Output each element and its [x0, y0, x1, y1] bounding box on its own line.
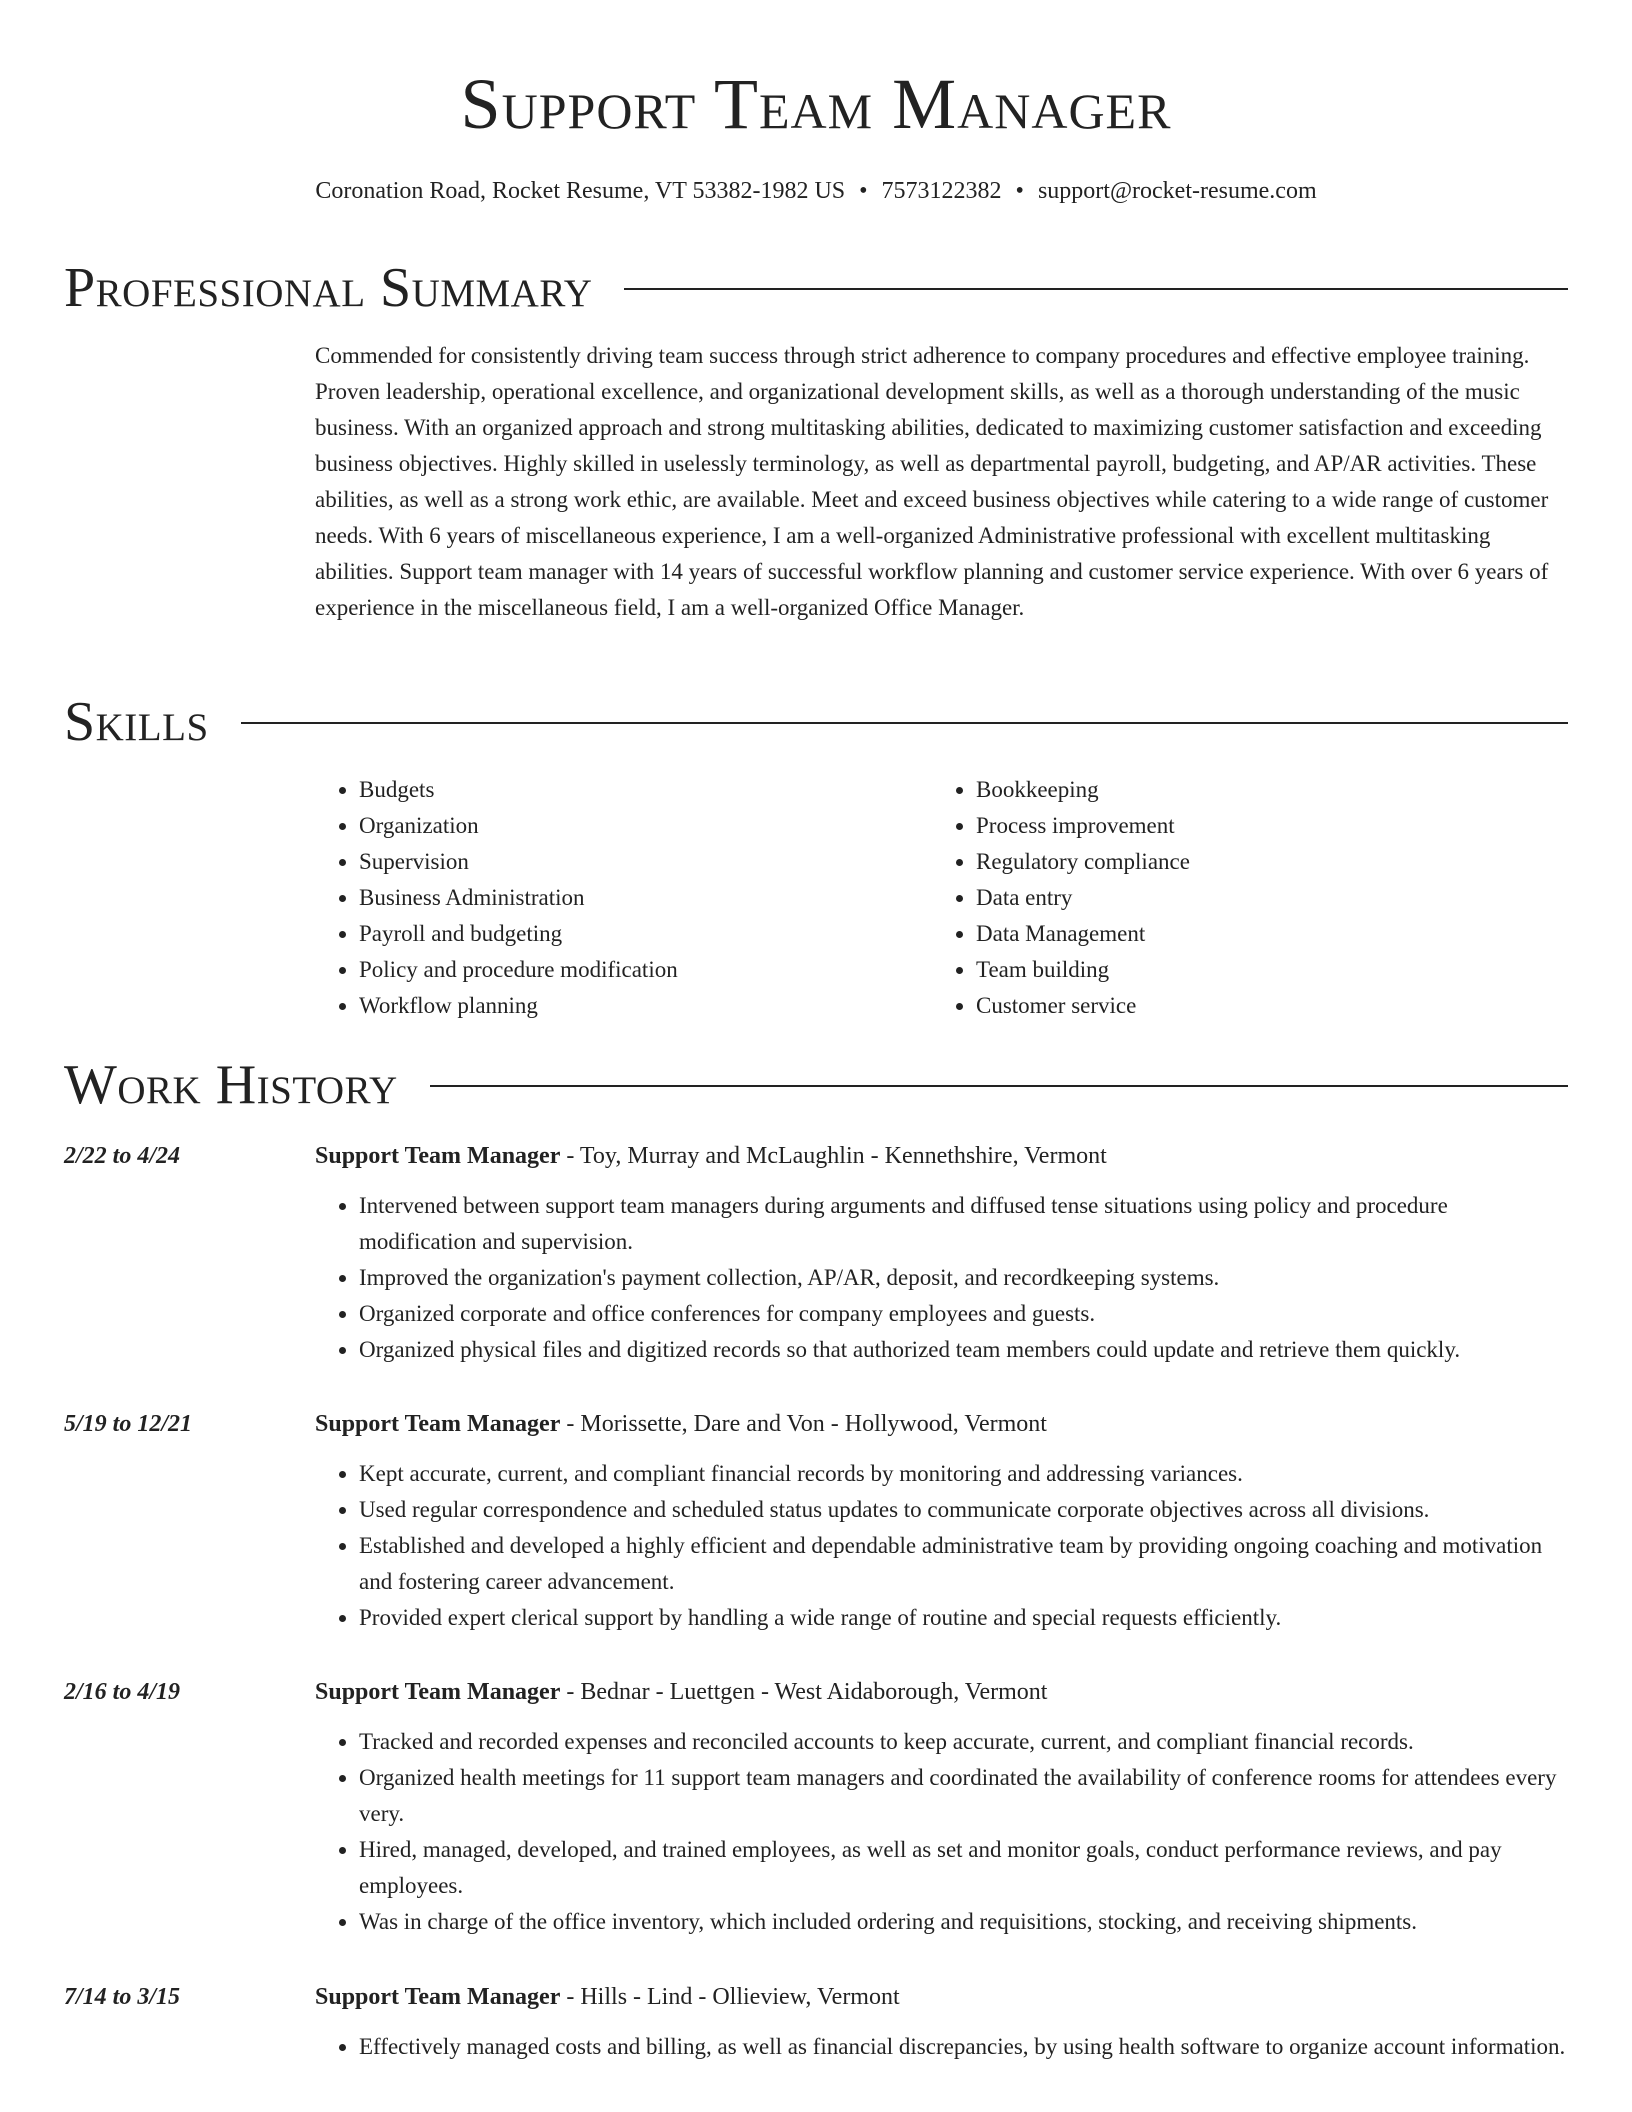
skill-item: • Budgets — [359, 772, 932, 808]
skill-item: • Team building — [976, 952, 1549, 988]
contact-phone: 7573122382 — [881, 178, 1002, 204]
skill-item: • Customer service — [976, 988, 1549, 1024]
skill-item: • Process improvement — [976, 808, 1549, 844]
job-bullet: • Organized health meetings for 11 support team managers and coordinated the availability of conference rooms for attendees every very. — [359, 1760, 1568, 1832]
contact-separator: • — [1015, 178, 1024, 204]
job-bullet: • Organized corporate and office conferences for company employees and guests. — [359, 1296, 1568, 1332]
candidate-name: Support Team Manager — [460, 64, 1172, 144]
work-section-title: Work History — [64, 1054, 398, 1116]
job-bullet: • Improved the organization's payment collection, AP/AR, deposit, and recordkeeping systems. — [359, 1260, 1568, 1296]
job-details: - Toy, Murray and McLaughlin - Kennethshire, Vermont — [560, 1143, 1107, 1169]
job-bullet: • Intervened between support team managers during arguments and diffused tense situations using policy and procedure modification and supervision. — [359, 1188, 1568, 1260]
skill-item: • Business Administration — [359, 880, 932, 916]
skill-item: • Workflow planning — [359, 988, 932, 1024]
skills-column-left — [315, 772, 932, 1024]
job-bullet: • Established and developed a highly efficient and dependable administrative team by providing ongoing coaching and motivation and fostering career advancement. — [359, 1528, 1568, 1600]
job-bullet: • Provided expert clerical support by handling a wide range of routine and special requests efficiently. — [359, 1600, 1568, 1636]
skills-list — [315, 772, 1568, 1024]
skill-item: • Regulatory compliance — [976, 844, 1549, 880]
job-responsibilities — [315, 1724, 1568, 1940]
skill-item: • Organization — [359, 808, 932, 844]
job-bullet: • Organized physical files and digitized records so that authorized team members could update and retrieve them quickly. — [359, 1332, 1568, 1368]
job-responsibilities — [315, 2029, 1568, 2065]
skills-column-right — [932, 772, 1549, 1024]
job-bullet: • Used regular correspondence and scheduled status updates to communicate corporate objectives across all divisions. — [359, 1492, 1568, 1528]
job-heading — [315, 1138, 1107, 1174]
job-heading — [315, 1674, 1047, 1710]
skill-item: • Policy and procedure modification — [359, 952, 932, 988]
job-details: - Bednar - Luettgen - West Aidaborough, Vermont — [560, 1679, 1048, 1705]
job-details: - Hills - Lind - Ollieview, Vermont — [560, 1984, 900, 2010]
skill-item: • Data entry — [976, 880, 1549, 916]
job-title: Support Team Manager — [315, 1411, 561, 1437]
contact-line — [0, 176, 1632, 206]
skill-item: • Supervision — [359, 844, 932, 880]
job-dates: 7/14 to 3/15 — [64, 1984, 181, 2010]
summary-section-header — [64, 258, 1568, 318]
work-section-header — [64, 1055, 1568, 1115]
summary-text: Commended for consistently driving team success through strict adherence to company procedures and effective employee training. Proven leadership, operational excellence, and organizational development skills, as well as a thorough understanding of the music business. With an organized approach and strong multitasking abilities, dedicated to maximizing customer satisfaction and exceeding business objectives. Highly skilled in uselessly terminology, as well as departmental payroll, budgeting, and AP/AR activities. These abilities, as well as a strong work ethic, are available. Meet and exceed business objectives while catering to a wide range of customer needs. With 6 years of miscellaneous experience, I am a well-organized Administrative professional with excellent multitasking abilities. Support team manager with 14 years of successful workflow planning and customer service experience. With over 6 years of experience in the miscellaneous field, I am a well-organized Office Manager. — [315, 343, 1549, 620]
job-dates: 2/16 to 4/19 — [64, 1679, 181, 1705]
contact-email: support@rocket-resume.com — [1037, 178, 1317, 204]
job-bullet: • Kept accurate, current, and compliant financial records by monitoring and addressing variances. — [359, 1456, 1568, 1492]
job-bullet: • Hired, managed, developed, and trained employees, as well as set and monitor goals, conduct performance reviews, and pay employees. — [359, 1832, 1568, 1904]
skills-section-header — [64, 692, 1568, 752]
job-bullet: • Tracked and recorded expenses and reconciled accounts to keep accurate, current, and compliant financial records. — [359, 1724, 1568, 1760]
summary-section-title: Professional Summary — [64, 257, 593, 319]
section-divider — [624, 288, 1568, 290]
section-divider — [241, 722, 1568, 724]
section-divider — [430, 1085, 1568, 1087]
job-bullet: • Effectively managed costs and billing, as well as financial discrepancies, by using health software to organize account information. — [359, 2029, 1568, 2065]
skill-item: • Data Management — [976, 916, 1549, 952]
job-heading — [315, 1979, 900, 2015]
skill-item: • Bookkeeping — [976, 772, 1549, 808]
job-title: Support Team Manager — [315, 1984, 561, 2010]
skill-item: • Payroll and budgeting — [359, 916, 932, 952]
job-details: - Morissette, Dare and Von - Hollywood, Vermont — [560, 1411, 1047, 1437]
job-bullet: • Was in charge of the office inventory, which included ordering and requisitions, stocking, and receiving shipments. — [359, 1904, 1568, 1940]
contact-separator: • — [859, 178, 868, 204]
job-title: Support Team Manager — [315, 1679, 561, 1705]
job-responsibilities — [315, 1456, 1568, 1636]
job-title: Support Team Manager — [315, 1143, 561, 1169]
contact-address: Coronation Road, Rocket Resume, VT 53382-1982 US — [315, 178, 846, 204]
skills-section-title: Skills — [64, 691, 209, 753]
job-heading — [315, 1406, 1047, 1442]
job-responsibilities — [315, 1188, 1568, 1368]
job-dates: 2/22 to 4/24 — [64, 1143, 181, 1169]
job-dates: 5/19 to 12/21 — [64, 1411, 193, 1437]
